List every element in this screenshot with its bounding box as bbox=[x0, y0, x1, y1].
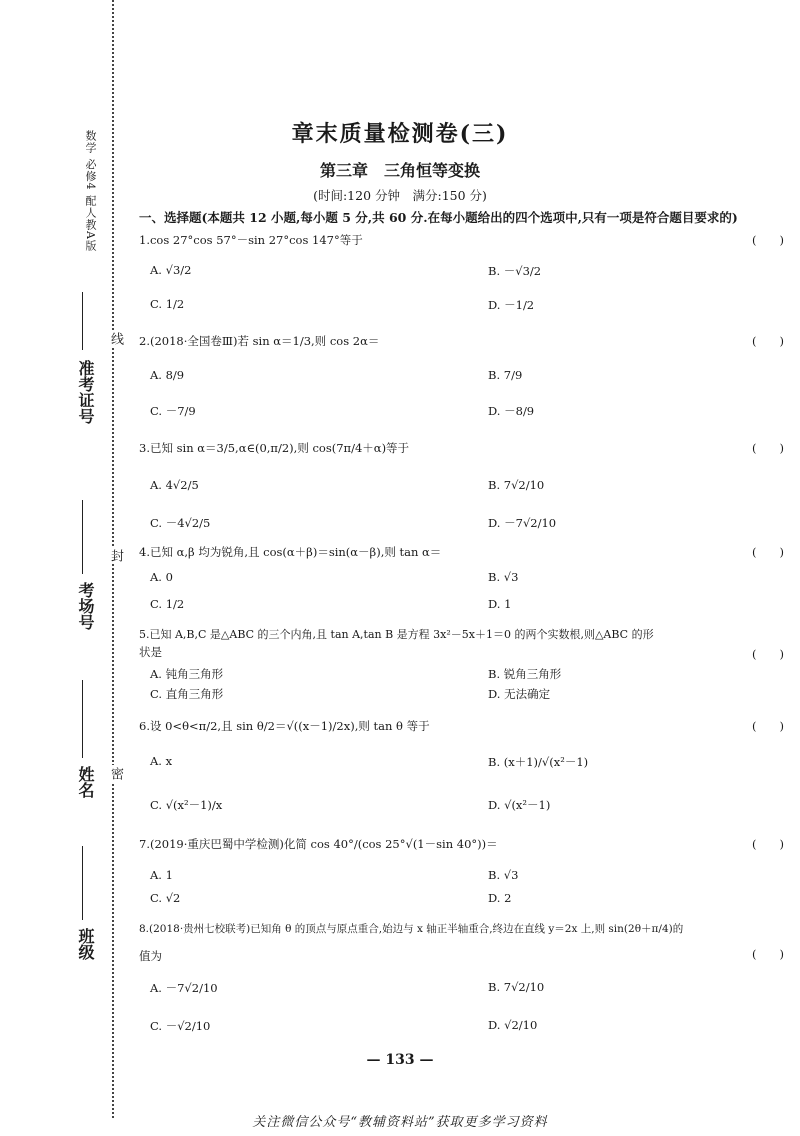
question-1-option-c: C. 1/2 bbox=[150, 297, 185, 311]
question-5-stem-continued: 状是 bbox=[139, 645, 162, 659]
question-7-answer-blank: ( ) bbox=[752, 837, 784, 851]
question-5-option-c: C. 直角三角形 bbox=[150, 687, 224, 701]
question-2-answer-blank: ( ) bbox=[752, 334, 784, 348]
question-8-option-b: B. 7√2/10 bbox=[488, 980, 545, 994]
class-field-line bbox=[82, 846, 83, 920]
question-3-answer-blank: ( ) bbox=[752, 441, 784, 455]
ticket-field-label: 准考证号 bbox=[76, 360, 95, 424]
question-4-stem: 4.已知 α,β 均为锐角,且 cos(α＋β)＝sin(α－β),则 tan α＝ bbox=[139, 545, 442, 559]
question-4-option-d: D. 1 bbox=[488, 597, 512, 611]
question-3-option-a: A. 4√2/5 bbox=[150, 478, 199, 492]
name-field-label: 姓名 bbox=[76, 766, 95, 798]
seal-mi-char: 密 bbox=[108, 767, 123, 780]
ticket-field-line bbox=[82, 292, 83, 350]
question-8-option-c: C. －√2/10 bbox=[150, 1019, 211, 1033]
question-6-option-c: C. √(x²－1)/x bbox=[150, 798, 223, 812]
question-5-option-b: B. 锐角三角形 bbox=[488, 667, 562, 681]
seal-line-char: 线 bbox=[108, 332, 123, 345]
section-heading: 一、选择题(本题共 12 小题,每小题 5 分,共 60 分.在每小题给出的四个选项中,只有一项是符合题目要求的) bbox=[139, 210, 738, 225]
question-2-option-d: D. －8/9 bbox=[488, 404, 535, 418]
series-label: 数学 必修4 配人教A版 bbox=[84, 130, 97, 252]
question-8-answer-blank: ( ) bbox=[752, 947, 784, 961]
question-2-stem: 2.(2018·全国卷Ⅲ)若 sin α＝1/3,则 cos 2α＝ bbox=[139, 334, 380, 348]
question-3-option-d: D. －7√2/10 bbox=[488, 516, 557, 530]
question-2-option-a: A. 8/9 bbox=[150, 368, 185, 382]
question-7-option-c: C. √2 bbox=[150, 891, 181, 905]
room-field-line bbox=[82, 500, 83, 574]
question-2-option-b: B. 7/9 bbox=[488, 368, 523, 382]
question-4-option-a: A. 0 bbox=[150, 570, 173, 584]
footer-note: 关注微信公众号“教辅资料站”获取更多学习资料 bbox=[252, 1115, 548, 1130]
question-7-option-d: D. 2 bbox=[488, 891, 512, 905]
question-1-answer-blank: ( ) bbox=[752, 233, 784, 247]
question-2-option-c: C. －7/9 bbox=[150, 404, 196, 418]
question-8-option-d: D. √2/10 bbox=[488, 1018, 538, 1032]
time-score-line: (时间:120 分钟 满分:150 分) bbox=[313, 188, 487, 203]
name-field-line bbox=[82, 680, 83, 758]
paper-title: 章末质量检测卷(三) bbox=[291, 121, 509, 147]
question-8-stem: 8.(2018·贵州七校联考)已知角 θ 的顶点与原点重合,始边与 x 轴正半轴重合,终边在直线 y＝2x 上,则 sin(2θ＋π/4)的 bbox=[139, 923, 684, 935]
question-5-answer-blank: ( ) bbox=[752, 647, 784, 661]
question-4-option-c: C. 1/2 bbox=[150, 597, 185, 611]
question-1-option-b: B. －√3/2 bbox=[488, 264, 542, 278]
question-8-stem-continued: 值为 bbox=[139, 949, 162, 963]
question-6-option-a: A. x bbox=[150, 754, 173, 768]
question-1-stem: 1.cos 27°cos 57°－sin 27°cos 147°等于 bbox=[139, 233, 363, 247]
seal-feng-char: 封 bbox=[108, 549, 123, 562]
question-1-option-d: D. －1/2 bbox=[488, 298, 535, 312]
question-1-option-a: A. √3/2 bbox=[150, 263, 192, 277]
question-6-option-d: D. √(x²－1) bbox=[488, 798, 551, 812]
room-field-label: 考场号 bbox=[76, 582, 95, 630]
question-7-option-b: B. √3 bbox=[488, 868, 519, 882]
question-3-option-b: B. 7√2/10 bbox=[488, 478, 545, 492]
question-4-answer-blank: ( ) bbox=[752, 545, 784, 559]
question-4-option-b: B. √3 bbox=[488, 570, 519, 584]
question-3-option-c: C. －4√2/5 bbox=[150, 516, 211, 530]
question-5-option-a: A. 钝角三角形 bbox=[150, 667, 224, 681]
class-field-label: 班级 bbox=[76, 928, 95, 960]
question-5-option-d: D. 无法确定 bbox=[488, 687, 551, 701]
question-5-stem: 5.已知 A,B,C 是△ABC 的三个内角,且 tan A,tan B 是方程 3x²－5x＋1＝0 的两个实数根,则△ABC 的形 bbox=[139, 628, 654, 641]
chapter-title: 第三章 三角恒等变换 bbox=[319, 161, 480, 180]
question-6-answer-blank: ( ) bbox=[752, 719, 784, 733]
question-7-option-a: A. 1 bbox=[150, 868, 173, 882]
question-6-stem: 6.设 0<θ<π/2,且 sin θ/2＝√((x－1)/2x),则 tan θ 等于 bbox=[139, 719, 430, 733]
question-7-stem: 7.(2019·重庆巴蜀中学检测)化简 cos 40°/(cos 25°√(1－sin 40°))＝ bbox=[139, 837, 498, 851]
question-6-option-b: B. (x＋1)/√(x²－1) bbox=[488, 755, 589, 769]
page-number: — 133 — bbox=[366, 1052, 434, 1068]
question-8-option-a: A. －7√2/10 bbox=[150, 981, 218, 995]
question-3-stem: 3.已知 sin α＝3/5,α∈(0,π/2),则 cos(7π/4＋α)等于 bbox=[139, 441, 410, 455]
